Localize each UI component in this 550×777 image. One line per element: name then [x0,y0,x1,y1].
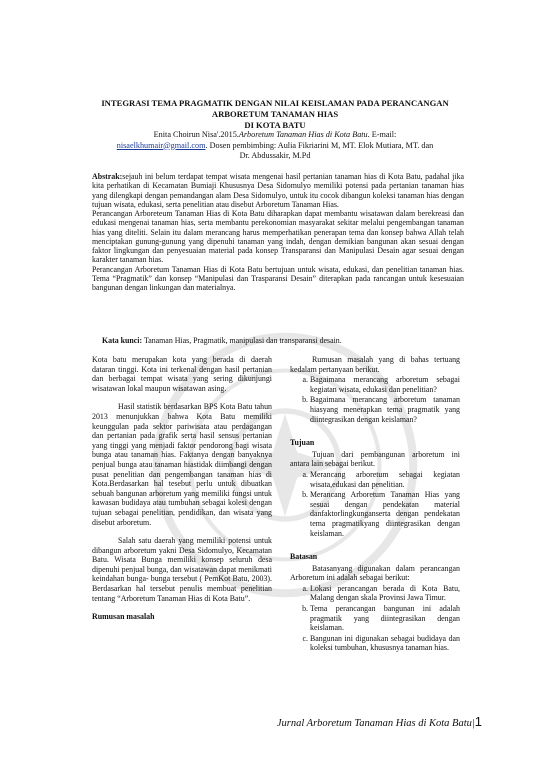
supervisors-text: . Dosen pembimbing: Aulia Fikriarini M, MT. Elok Mutiara, MT. dan [205,140,434,150]
keywords [102,336,462,346]
paper-title [80,98,470,131]
list-item: b. Tema perancangan bangunan ini adalah pragmatik yang diintegrasikan dengan keislaman. [310,604,460,633]
title-line-1: INTEGRASI TEMA PRAGMATIK DENGAN NILAI KEISLAMAN PADA PERANCANGAN [101,98,449,108]
list-item: a. Bagaimana merancang arboretum sebagai kegiatan wisata, edukasi dan penelitian? [310,375,460,394]
author-email-link[interactable]: nisaelkhumair@gmail.com [116,140,206,150]
author-line-2 [80,141,470,152]
page-footer [262,714,482,729]
tujuan-list [290,470,460,538]
rumusan-list [290,375,460,424]
author-work-title: Arboretum Tanaman Hias di Kota Batu [238,130,368,139]
intro-paragraph-3: Salah satu daerah yang memiliki potensi untuk dibangun arboretum yakni Desa Sidomulyo, Kecamatan Batu. Wisata Bunga memiliki konsep seluruh desa dipenuhi penjual bunga, dan wisatawan dapat menikmati keindahan bunga- bunga tersebut ( PemKot Batu, 2003). Berdasarkan hal tersebut penulis membuat penelitian tentang “Arboretum Tanaman Hias di Kota Batu”. [92,536,272,603]
abstract-paragraph-1: Abstrak:sejauh ini belum terdapat tempat wisata mengenai hasil pertanian tanaman hias di Kota Batu, padahal jika kita perhatikan di Kecamatan Bumiaji Khususnya Desa Sidomulyo memiliki potensi pada pertanian tanaman hias yang dilengkapi dengan pemandangan alam Desa Sidomulyo, untuk itu cocok dibangun koleksi tanaman hias dengan tujuan wisata, edukasi, serta penelitian atau disebut Arboretum Tanaman Hias. [92,172,464,209]
page-number: 1 [474,714,482,729]
intro-paragraph-1: Kota batu merupakan kota yang berada di daerah dataran tinggi. Kota ini terkenal dengan hasil pertanian dan berbagai tempat wisata yang sering dikunjungi wisatawan lokal maupun wisatawan asing. [92,355,272,393]
author-email-label: . E-mail: [367,130,397,139]
abstract [92,172,464,292]
batasan-heading: Batasan [290,552,318,562]
left-column [92,355,272,624]
journal-name: Jurnal Arboretum Tanaman Hias di Kota Batu [276,718,472,729]
title-line-3: DI KOTA BATU [244,120,306,130]
list-item: b. Merancang Arboretum Tanaman Hias yang sesuai dengan pendekatan material danfaktorlingkunganserta dengan pendekatan tema pragmatikyang diintegrasikan dengan keislaman. [310,490,460,538]
abstract-paragraph-2: Perancangan Arboreteum Tanaman Hias di Kota Batu diharapkan dapat membantu wisatawan dalam berekreasi dan edukasi mengenai tanaman hias, serta membantu perekonomian masyarakat sekitar melalui pengembangan tanaman hias yang diteliti. Selain itu dalam merancang harus memperhatikan penerapan tema dan konsep bahwa Allah telah menciptakan gunung-gunung yang dipenuhi tanaman yang indah, dengan demikian bangunan akan sesuai dengan faktor lingkungan dan penyesuaian material pada konsep Transparansi dan Manipulasi Desain agar sesuai dengan karakter tanaman hias. [92,209,464,265]
list-item: b. Bagaimana merancang arboretum tanaman hiasyang menerapkan tema pragmatik yang diintegrasikan dengan keislaman? [310,395,460,424]
intro-paragraph-2: Hasil statistik berdasarkan BPS Kota Batu tahun 2013 menunjukkan bahwa Kota Batu memiliki keunggulan pada sektor pariwisata atau perdagangan dan pertanian pada grafik serta hasil sensus pertanian yang tinggi yang menjadi faktor pendorong bagi wisata bunga atau tanaman hias. Faktanya dengan banyaknya penjual bunga atau tanaman hiastidak diimbangi dengan pusat penelitian dan pengembangan tanaman hias di Kota.Berdasarkan hal tesebut perlu untuk dibuatkan sebuah bangunan arboretum yang memiliki fungsi untuk kawasan budidaya atau tumbuhan sebagai kolesi dengan tujuan sebagai penelitian, pendidikan, dan wisata yang disebut arboretum. [92,402,272,527]
abstract-paragraph-3: Perancangan Arboretum Tanaman Hias di Kota Batu bertujuan untuk wisata, edukasi, dan penelitian tanaman hias. Tema “Pragmatik” dan konsep “Manipulasi dan Trasparansi Desain” diterapkan pada rancangan untuk kesesuaian bangunan dengan linkungan dan materialnya. [92,264,464,292]
rumusan-intro: Rumusan masalah yang di bahas tertuang kedalam pertanyaan berikut. [290,355,460,374]
author-line-1 [80,130,470,141]
list-item: a. Merancang arboretum sebagai kegiatan wisata,edukasi dan penelitian. [310,470,460,489]
right-column [290,355,460,661]
list-item: c. Bangunan ini digunakan sebagai budidaya dan koleksi tumbuhan, khususnya tanaman hias. [310,634,460,653]
abstract-label: Abstrak: [92,172,123,181]
author-info [80,130,470,162]
tujuan-intro: Tujuan dari pembangunan arboretum ini antara lain sebagai berikut. [290,449,460,469]
footer-separator: | [471,718,475,729]
keywords-label: Kata kunci: [102,336,143,345]
list-item: a. Lokasi perancangan berada di Kota Batu, Malang dengan skala Provinsi Jawa Timur. [310,584,460,603]
rumusan-heading: Rumusan masalah [92,612,155,622]
author-name-year: Enita Choirun Nisa'.2015. [153,130,239,139]
keywords-text: Tanaman Hias, Pragmatik, manipulasi dan transparansi desain. [142,336,342,345]
author-line-3: Dr. Abdussakir, M.Pd [239,151,311,160]
title-line-2: ARBORETUM TANAMAN HIAS [211,109,339,119]
batasan-intro: Batasanyang digunakan dalam perancangan Arboretum ini adalah sebagai berikut: [290,563,460,583]
tujuan-heading: Tujuan [290,438,315,448]
batasan-list [290,584,460,653]
